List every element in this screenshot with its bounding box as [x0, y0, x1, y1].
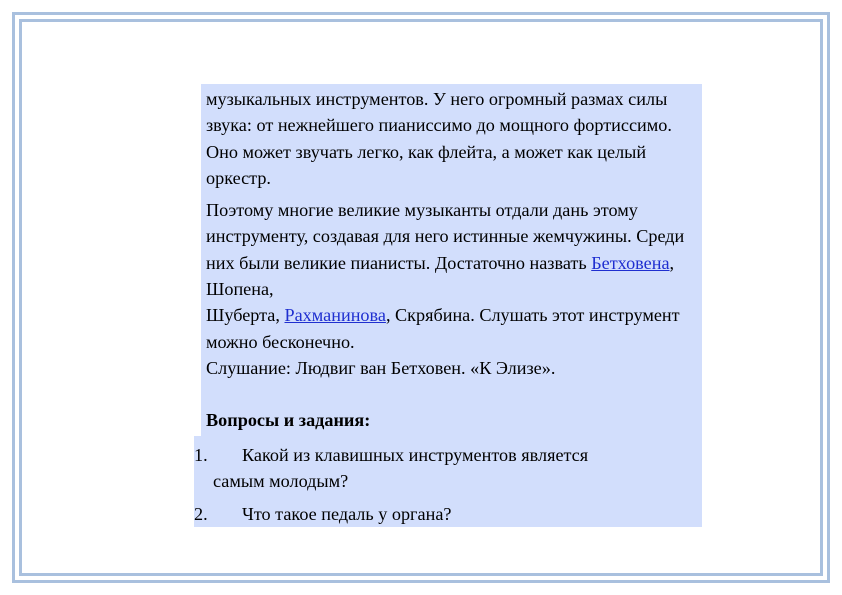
- paragraph-instrument-description: музыкальных инструментов. У него огромный размах силы звука: от нежнейшего пианиссимо до мощного фортиссимо. Оно может звучать легко, как флейта, а может как целый оркестр.: [206, 89, 672, 188]
- paragraph2-text-2: , Шопена,: [206, 252, 675, 300]
- link-rachmaninov[interactable]: Рахманинова: [284, 305, 386, 326]
- question-text-line2: самым молодым?: [213, 471, 349, 492]
- spacer: [206, 381, 704, 407]
- slide-text-body: [206, 86, 704, 434]
- paragraph2-text-3: Шуберта,: [206, 305, 285, 326]
- question-text-line1: Какой из клавишных инструментов является: [242, 445, 589, 465]
- questions-list: [194, 442, 704, 527]
- question-item-2: [194, 501, 704, 527]
- questions-heading: Вопросы и задания:: [206, 410, 371, 431]
- paragraph-famous-musicians: [206, 197, 704, 355]
- question-text-line1: Что такое педаль у органа?: [242, 503, 452, 524]
- question-number: 1.: [194, 445, 208, 465]
- paragraph2-text-1: Поэтому многие великие музыканты отдали дань этому инструменту, создавая для него истинные жемчужины. Среди них были великие пианисты. Достаточно назвать: [206, 200, 685, 273]
- question-item-1: [194, 442, 704, 495]
- listening-line: Слушание: Людвиг ван Бетховен. «К Элизе».: [206, 357, 556, 378]
- link-beethoven[interactable]: Бетховена: [591, 252, 670, 273]
- paragraph2-text-4: , Скрябина. Слушать этот инструмент можно бесконечно.: [206, 305, 680, 352]
- question-number: 2.: [194, 503, 208, 524]
